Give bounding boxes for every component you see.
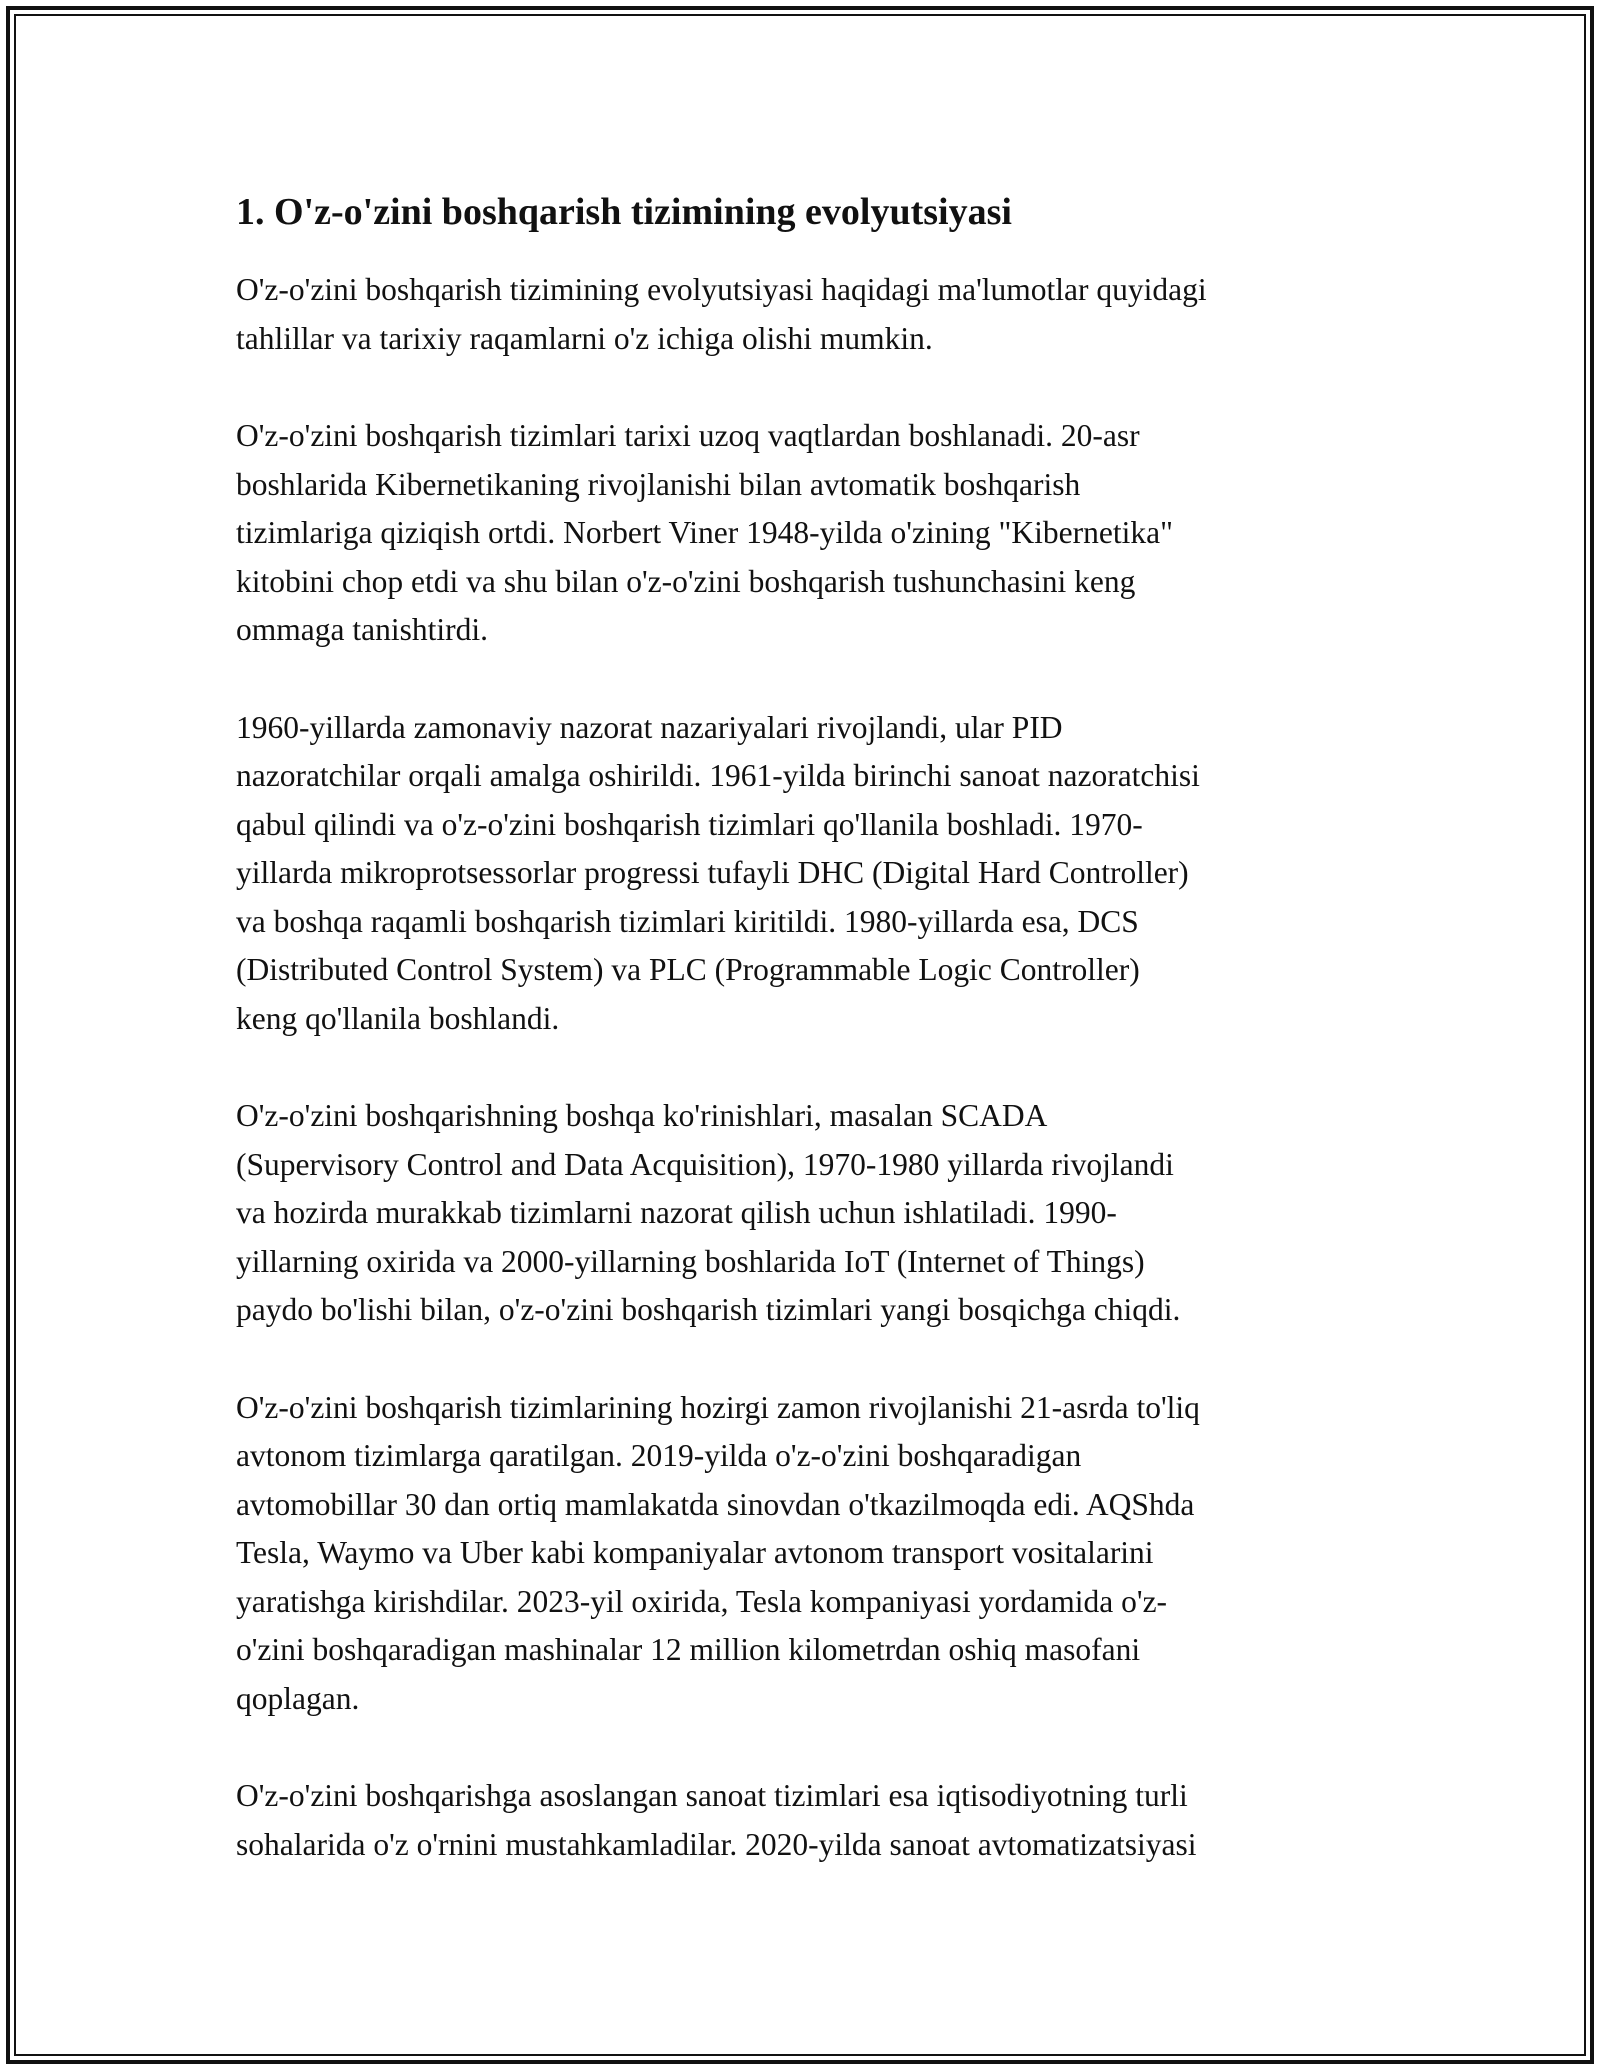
text-line: boshlarida Kibernetikaning rivojlanishi bilan avtomatik boshqarish [236,466,1081,502]
paragraph [236,1092,1376,1335]
text-line: O'z-o'zini boshqarishning boshqa ko'rinishlari, masalan SCADA [236,1098,1048,1133]
paragraph [236,1384,1376,1724]
text-line: (Supervisory Control and Data Acquisition), 1970-1980 yillarda rivojlandi [236,1146,1174,1182]
paragraph [236,704,1376,1044]
paragraph [236,1772,1376,1869]
text-line: yillarda mikroprotsessorlar progressi tufayli DHC (Digital Hard Controller) [236,855,1189,890]
paragraph-list [236,266,1376,1869]
text-line: kitobini chop etdi va shu bilan o'z-o'zini boshqarish tushunchasini keng [236,563,1136,599]
text-line: O'z-o'zini boshqarish tizimlari tarixi uzoq vaqtlardan boshlanadi. 20-asr [236,418,1140,453]
text-line: (Distributed Control System) va PLC (Programmable Logic Controller) [236,952,1140,987]
text-line: paydo bo'lishi bilan, o'z-o'zini boshqarish tizimlari yangi bosqichga chiqdi. [236,1292,1181,1327]
document-body [236,188,1376,1918]
text-line: qabul qilindi va o'z-o'zini boshqarish tizimlari qo'llanila boshladi. 1970- [236,806,1143,842]
text-line: O'z-o'zini boshqarish tizimlarining hozirgi zamon rivojlanishi 21-asrda to'liq [236,1389,1200,1425]
text-line: yillarning oxirida va 2000-yillarning boshlarida IoT (Internet of Things) [236,1243,1145,1279]
text-line: Tesla, Waymo va Uber kabi kompaniyalar avtonom transport vositalarini [236,1535,1154,1570]
text-line: O'z-o'zini boshqarishga asoslangan sanoat tizimlari esa iqtisodiyotning turli [236,1778,1188,1813]
text-line: tahlillar va tarixiy raqamlarni o'z ichiga olishi mumkin. [236,320,933,356]
text-line: qoplagan. [236,1680,360,1716]
text-line: va hozirda murakkab tizimlarni nazorat qilish uchun ishlatiladi. 1990- [236,1195,1117,1230]
text-line: sohalarida o'z o'rnini mustahkamladilar. 2020-yilda sanoat avtomatizatsiyasi [236,1826,1197,1862]
text-line: O'z-o'zini boshqarish tizimining evolyutsiyasi haqidagi ma'lumotlar quyidagi [236,272,1207,307]
text-line: yaratishga kirishdilar. 2023-yil oxirida, Tesla kompaniyasi yordamida o'z- [236,1583,1168,1619]
text-line: avtonom tizimlarga qaratilgan. 2019-yilda o'z-o'zini boshqaradigan [236,1438,1082,1473]
section-heading: 1. O'z-o'zini boshqarish tizimining evolyutsiyasi [236,191,1012,233]
paragraph [236,266,1376,363]
text-line: va boshqa raqamli boshqarish tizimlari kiritildi. 1980-yillarda esa, DCS [236,903,1139,939]
text-line: avtomobillar 30 dan ortiq mamlakatda sinovdan o'tkazilmoqda edi. AQShda [236,1486,1195,1522]
text-line: ommaga tanishtirdi. [236,612,488,647]
text-line: keng qo'llanila boshlandi. [236,1000,560,1036]
paragraph [236,412,1376,655]
text-line: tizimlariga qiziqish ortdi. Norbert Viner 1948-yilda o'zining "Kibernetika" [236,515,1173,550]
text-line: nazoratchilar orqali amalga oshirildi. 1961-yilda birinchi sanoat nazoratchisi [236,758,1200,793]
text-line: 1960-yillarda zamonaviy nazorat nazariyalari rivojlandi, ular PID [236,709,1063,745]
text-line: o'zini boshqaradigan mashinalar 12 million kilometrdan oshiq masofani [236,1632,1141,1667]
